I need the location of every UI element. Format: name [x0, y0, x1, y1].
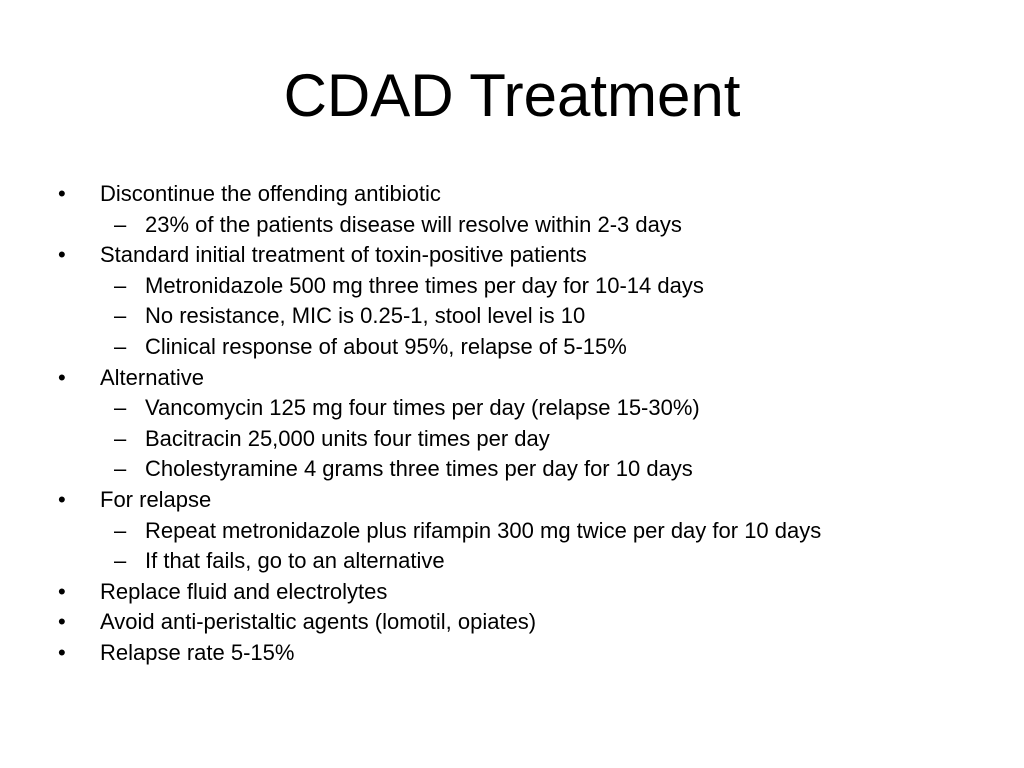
bullet-item — [0, 363, 1024, 394]
sub-bullet-item — [0, 210, 1024, 241]
sub-bullet-marker: – — [114, 517, 127, 543]
bullet-marker: • — [58, 242, 66, 268]
bullet-marker: • — [58, 639, 66, 665]
sub-bullet-item — [0, 454, 1024, 485]
bullet-text: Avoid anti-peristaltic agents (lomotil, opiates) — [100, 609, 537, 635]
bullet-item — [0, 179, 1024, 210]
sub-bullet-item — [0, 332, 1024, 363]
sub-bullet-item — [0, 301, 1024, 332]
sub-bullet-item — [0, 516, 1024, 547]
bullet-text: Discontinue the offending antibiotic — [100, 181, 441, 206]
sub-bullet-marker: – — [114, 395, 127, 421]
bullet-marker: • — [58, 181, 66, 206]
bullet-text: For relapse — [100, 486, 212, 512]
slide-title: CDAD Treatment — [283, 62, 741, 129]
bullet-text: Bacitracin 25,000 units four times per day — [145, 425, 550, 451]
bullet-text: 23% of the patients disease will resolve within 2-3 days — [145, 211, 682, 237]
sub-bullet-marker: – — [114, 548, 127, 574]
sub-bullet-marker: – — [114, 333, 127, 359]
bullet-text: Alternative — [100, 364, 204, 390]
sub-bullet-marker: – — [114, 303, 127, 329]
bullet-marker: • — [58, 364, 66, 390]
sub-bullet-item — [0, 271, 1024, 302]
bullet-list — [0, 179, 1024, 669]
bullet-item — [0, 607, 1024, 638]
bullet-text: Clinical response of about 95%, relapse of 5-15% — [145, 333, 627, 359]
sub-bullet-item — [0, 546, 1024, 577]
bullet-item — [0, 638, 1024, 669]
bullet-marker: • — [58, 578, 66, 604]
bullet-item — [0, 577, 1024, 608]
bullet-text: Metronidazole 500 mg three times per day for 10-14 days — [145, 272, 704, 298]
sub-bullet-marker: – — [114, 211, 127, 237]
bullet-marker: • — [58, 486, 66, 512]
bullet-text: Standard initial treatment of toxin-positive patients — [100, 242, 587, 268]
bullet-text: Repeat metronidazole plus rifampin 300 mg twice per day for 10 days — [145, 517, 822, 543]
bullet-text: No resistance, MIC is 0.25-1, stool level is 10 — [145, 303, 586, 329]
sub-bullet-marker: – — [114, 425, 127, 451]
bullet-item — [0, 485, 1024, 516]
bullet-text: Replace fluid and electrolytes — [100, 578, 388, 604]
sub-bullet-marker: – — [114, 272, 127, 298]
bullet-marker: • — [58, 609, 66, 635]
sub-bullet-item — [0, 393, 1024, 424]
sub-bullet-marker: – — [114, 456, 127, 482]
bullet-text: Vancomycin 125 mg four times per day (relapse 15-30%) — [145, 395, 700, 421]
bullet-text: Relapse rate 5-15% — [100, 639, 295, 665]
sub-bullet-item — [0, 424, 1024, 455]
bullet-text: Cholestyramine 4 grams three times per day for 10 days — [145, 456, 693, 482]
bullet-item — [0, 240, 1024, 271]
bullet-text: If that fails, go to an alternative — [145, 548, 445, 574]
